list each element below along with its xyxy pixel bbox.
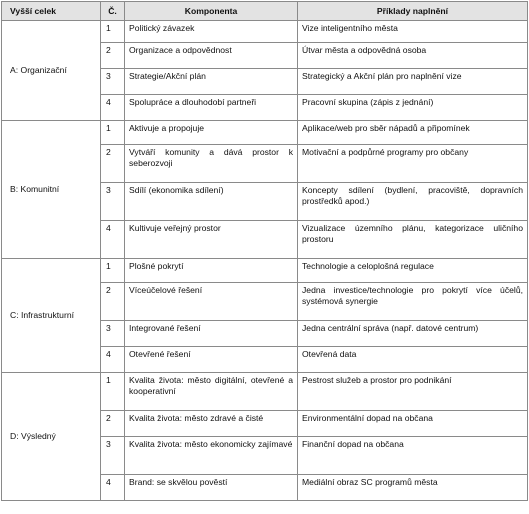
component-cell: Integrované řešení: [125, 321, 298, 347]
row-number: 4: [101, 95, 125, 121]
example-cell: Pestrost služeb a prostor pro podnikání: [298, 373, 528, 411]
component-cell: Strategie/Akční plán: [125, 69, 298, 95]
row-number: 3: [101, 321, 125, 347]
row-number: 4: [101, 475, 125, 501]
table-row: [2, 121, 528, 145]
component-cell: Plošné pokrytí: [125, 259, 298, 283]
component-cell: Sdílí (ekonomika sdílení): [125, 183, 298, 221]
row-number: 2: [101, 283, 125, 321]
component-cell: Kultivuje veřejný prostor: [125, 221, 298, 259]
table-row: [2, 21, 528, 43]
row-number: 2: [101, 43, 125, 69]
example-cell: Vizualizace územního plánu, kategorizace uličního prostoru: [298, 221, 528, 259]
example-cell: Jedna centrální správa (např. datové centrum): [298, 321, 528, 347]
header-examples: Příklady naplnění: [298, 2, 528, 21]
group-label: D: Výsledný: [2, 373, 101, 501]
component-cell: Politický závazek: [125, 21, 298, 43]
component-cell: Otevřené řešení: [125, 347, 298, 373]
example-cell: Aplikace/web pro sběr nápadů a připomínek: [298, 121, 528, 145]
example-cell: Motivační a podpůrné programy pro občany: [298, 145, 528, 183]
row-number: 1: [101, 21, 125, 43]
row-number: 4: [101, 347, 125, 373]
row-number: 1: [101, 259, 125, 283]
example-cell: Pracovní skupina (zápis z jednání): [298, 95, 528, 121]
group-label: A: Organizační: [2, 21, 101, 121]
component-cell: Aktivuje a propojuje: [125, 121, 298, 145]
header-number: Č.: [101, 2, 125, 21]
example-cell: Mediální obraz SC programů města: [298, 475, 528, 501]
example-cell: Vize inteligentního města: [298, 21, 528, 43]
example-cell: Koncepty sdílení (bydlení, pracoviště, dopravních prostředků apod.): [298, 183, 528, 221]
component-cell: Organizace a odpovědnost: [125, 43, 298, 69]
row-number: 1: [101, 121, 125, 145]
example-cell: Strategický a Akční plán pro naplnění vize: [298, 69, 528, 95]
component-cell: Vytváří komunity a dává prostor k seberozvoji: [125, 145, 298, 183]
row-number: 4: [101, 221, 125, 259]
table-row: [2, 259, 528, 283]
example-cell: Útvar města a odpovědná osoba: [298, 43, 528, 69]
row-number: 2: [101, 145, 125, 183]
header-row: [2, 2, 528, 21]
components-table: [1, 1, 528, 501]
table-row: [2, 373, 528, 411]
example-cell: Finanční dopad na občana: [298, 437, 528, 475]
component-cell: Kvalita života: město digitální, otevřené a kooperativní: [125, 373, 298, 411]
row-number: 2: [101, 411, 125, 437]
row-number: 3: [101, 437, 125, 475]
row-number: 3: [101, 183, 125, 221]
group-label: C: Infrastrukturní: [2, 259, 101, 373]
component-cell: Spolupráce a dlouhodobí partneři: [125, 95, 298, 121]
component-cell: Kvalita života: město zdravé a čisté: [125, 411, 298, 437]
group-label: B: Komunitní: [2, 121, 101, 259]
example-cell: Technologie a celoplošná regulace: [298, 259, 528, 283]
header-group: Vyšší celek: [2, 2, 101, 21]
row-number: 1: [101, 373, 125, 411]
example-cell: Otevřená data: [298, 347, 528, 373]
header-component: Komponenta: [125, 2, 298, 21]
component-cell: Brand: se skvělou pověstí: [125, 475, 298, 501]
component-cell: Kvalita života: město ekonomicky zajímavé: [125, 437, 298, 475]
row-number: 3: [101, 69, 125, 95]
example-cell: Environmentální dopad na občana: [298, 411, 528, 437]
example-cell: Jedna investice/technologie pro pokrytí více účelů, systémová synergie: [298, 283, 528, 321]
component-cell: Víceúčelové řešení: [125, 283, 298, 321]
